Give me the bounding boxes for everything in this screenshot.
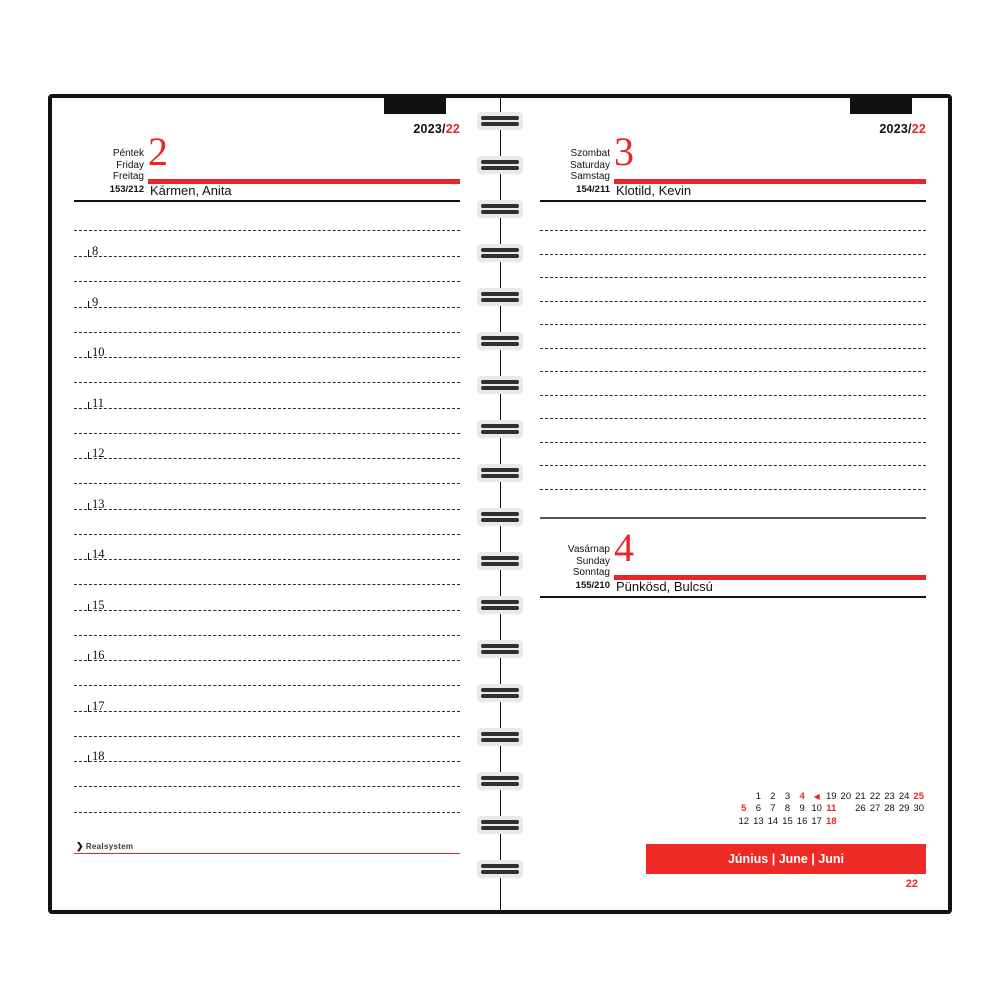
sunday-name-hu: Vasárnap	[567, 544, 610, 555]
corner-tab-left	[384, 98, 446, 114]
writing-line[interactable]	[74, 382, 460, 383]
hour-tick	[88, 755, 89, 762]
writing-line[interactable]	[74, 433, 460, 434]
hour-label: 13	[92, 496, 105, 511]
writing-line[interactable]	[74, 357, 460, 358]
mini-month-day[interactable]: 28	[884, 803, 895, 814]
spiral-ring	[477, 244, 523, 262]
mini-month-day[interactable]: 6	[755, 803, 761, 814]
week-number-left: 22	[445, 122, 460, 136]
mini-month-calendar[interactable]	[706, 791, 926, 829]
spiral-ring	[477, 332, 523, 350]
writing-line[interactable]	[74, 307, 460, 308]
friday-name-de: Freitag	[112, 171, 144, 182]
spiral-ring	[477, 772, 523, 790]
hour-label: 9	[92, 294, 99, 309]
spiral-binding	[489, 94, 511, 914]
spiral-ring	[477, 684, 523, 702]
brand-logo	[76, 841, 133, 852]
mini-month-day[interactable]: 29	[898, 803, 910, 814]
year-label-left	[413, 122, 460, 136]
hour-tick	[88, 402, 89, 409]
mini-month-day	[897, 816, 912, 829]
saturday-writing-lines[interactable]	[540, 230, 926, 510]
saturday-daynames	[540, 148, 610, 195]
week-number-right: 22	[911, 122, 926, 136]
writing-line[interactable]	[74, 509, 460, 510]
spiral-ring	[477, 112, 523, 130]
brand-rule	[74, 853, 460, 855]
mini-month-day[interactable]: 13	[753, 815, 764, 827]
hour-label: 10	[92, 345, 105, 359]
saturday-name-en: Saturday	[569, 159, 610, 171]
hour-tick	[88, 604, 89, 611]
saturday-name-de: Samstag	[570, 171, 610, 182]
mini-month-day[interactable]: 16	[796, 815, 808, 827]
hour-label: 15	[92, 597, 105, 612]
saturday-header-rule	[540, 200, 926, 202]
mini-month-day[interactable]: 17	[811, 815, 822, 827]
mini-month-day	[839, 803, 854, 816]
hour-tick	[88, 351, 89, 358]
mini-month-day[interactable]: 18	[825, 815, 837, 827]
mini-month-day[interactable]: 4	[799, 790, 805, 802]
hour-label: 16	[92, 648, 105, 662]
writing-line[interactable]	[540, 324, 926, 325]
mini-month-row	[736, 816, 926, 829]
friday-namedays: Kármen, Anita	[150, 183, 232, 198]
year-text-left: 2023/	[413, 122, 446, 136]
writing-line[interactable]	[74, 660, 460, 661]
writing-line[interactable]	[540, 395, 926, 396]
writing-line[interactable]	[540, 489, 926, 490]
mini-month-row	[736, 803, 926, 816]
sunday-date-number: 4	[614, 525, 634, 570]
spiral-ring	[477, 200, 523, 218]
spiral-ring	[477, 156, 523, 174]
sunday-day-of-year: 155/210	[575, 579, 610, 591]
mini-month-day[interactable]: 11	[826, 803, 837, 814]
spiral-ring	[477, 464, 523, 482]
writing-line[interactable]	[540, 277, 926, 278]
writing-line[interactable]	[74, 812, 460, 813]
mini-month-day[interactable]: 9	[799, 803, 805, 814]
spiral-ring	[477, 552, 523, 570]
hour-tick	[88, 503, 89, 510]
hour-label: 8	[92, 244, 99, 258]
mini-month-day[interactable]: 22	[869, 790, 881, 802]
brand-name: Realsystem	[85, 842, 134, 851]
mini-month-day	[882, 816, 897, 829]
mini-month-day[interactable]: 27	[869, 803, 881, 814]
year-label-right	[879, 122, 926, 136]
friday-name-en: Friday	[116, 159, 144, 171]
mini-month-day[interactable]: 5	[741, 803, 747, 814]
writing-line[interactable]	[540, 465, 926, 466]
hour-tick	[88, 553, 89, 560]
friday-name-hu: Péntek	[112, 148, 144, 159]
spiral-ring	[477, 288, 523, 306]
spiral-ring	[477, 640, 523, 658]
hour-tick	[88, 452, 89, 459]
mini-month-day[interactable]: 19	[825, 790, 837, 802]
writing-line[interactable]	[540, 301, 926, 302]
friday-day-of-year: 153/212	[109, 183, 144, 195]
mini-month-day[interactable]: 25	[913, 790, 924, 802]
writing-line[interactable]	[540, 254, 926, 255]
writing-line[interactable]	[74, 458, 460, 459]
mini-month-table	[736, 791, 926, 829]
writing-line[interactable]	[74, 584, 460, 585]
month-banner-label: Június | June | Juni	[727, 852, 845, 866]
sunday-name-de: Sonntag	[572, 567, 610, 578]
mini-month-day[interactable]: 8	[784, 803, 791, 814]
hour-label: 17	[92, 698, 105, 713]
writing-line[interactable]	[540, 348, 926, 349]
sunday-daynames	[540, 544, 610, 591]
hour-tick	[88, 301, 89, 308]
mini-month-day	[868, 816, 883, 829]
sunday-namedays: Pünkösd, Bulcsú	[616, 579, 713, 594]
mini-month-day[interactable]: 26	[855, 803, 866, 814]
writing-line[interactable]	[74, 635, 460, 636]
sunday-name-en: Sunday	[576, 555, 610, 567]
mini-month-day	[853, 816, 868, 829]
writing-line[interactable]	[540, 442, 926, 443]
writing-line[interactable]	[74, 230, 460, 231]
writing-line[interactable]	[74, 761, 460, 762]
left-page	[52, 98, 482, 910]
friday-daynames	[74, 148, 144, 195]
chevron-right-icon: ❯	[76, 841, 84, 851]
spiral-ring	[477, 816, 523, 834]
saturday-namedays: Klotild, Kevin	[616, 183, 692, 198]
writing-line[interactable]	[74, 559, 460, 560]
mini-month-day[interactable]: 12	[738, 815, 750, 827]
hour-label: 18	[92, 749, 105, 763]
hour-tick	[88, 654, 89, 661]
saturday-name-hu: Szombat	[570, 148, 610, 159]
writing-line[interactable]	[74, 483, 460, 484]
mini-month-day[interactable]: 2	[770, 790, 776, 802]
friday-header-rule	[74, 200, 460, 202]
writing-line[interactable]	[540, 230, 926, 231]
writing-line[interactable]	[74, 786, 460, 787]
writing-line[interactable]	[74, 408, 460, 409]
mini-month-day[interactable]: 23	[884, 790, 895, 802]
year-text-right: 2023/	[879, 122, 912, 136]
writing-line[interactable]	[74, 256, 460, 257]
mini-month-day[interactable]: 24	[898, 790, 910, 802]
mini-month-day	[911, 816, 926, 829]
sunday-header-rule	[540, 596, 926, 598]
mini-month-day	[736, 791, 751, 804]
writing-line[interactable]	[74, 332, 460, 333]
mini-month-day	[839, 816, 854, 829]
saturday-day-of-year: 154/211	[576, 183, 610, 195]
left-arrow-icon[interactable]: ◀	[813, 791, 820, 801]
mini-month-row	[736, 791, 926, 804]
writing-line[interactable]	[540, 418, 926, 419]
writing-line[interactable]	[74, 685, 460, 686]
mini-month-day[interactable]: 30	[913, 803, 924, 814]
mini-month-day[interactable]: 10	[811, 803, 822, 814]
friday-date-number: 2	[148, 129, 168, 174]
writing-line[interactable]	[74, 736, 460, 737]
writing-line[interactable]	[540, 371, 926, 372]
hour-tick	[88, 705, 89, 712]
month-banner	[646, 844, 926, 890]
writing-line[interactable]	[74, 610, 460, 611]
saturday-date-number: 3	[614, 129, 634, 174]
writing-line[interactable]	[74, 534, 460, 535]
hour-tick	[88, 250, 89, 257]
mini-month-day[interactable]: 3	[784, 790, 791, 802]
spiral-ring	[477, 420, 523, 438]
saturday-sunday-separator	[540, 517, 926, 519]
mini-month-day[interactable]: 1	[755, 790, 761, 802]
mini-month-day[interactable]: 14	[767, 815, 779, 827]
spiral-ring	[477, 728, 523, 746]
spiral-ring	[477, 860, 523, 878]
writing-line[interactable]	[74, 281, 460, 282]
hour-label: 14	[92, 547, 105, 561]
writing-line[interactable]	[74, 711, 460, 712]
hour-label: 12	[92, 446, 105, 460]
hour-label: 11	[92, 395, 105, 410]
spiral-ring	[477, 596, 523, 614]
mini-month-day[interactable]: 20	[840, 790, 852, 802]
mini-month-day[interactable]: 21	[855, 790, 866, 802]
mini-month-day[interactable]: 7	[770, 803, 776, 814]
corner-tab-right	[850, 98, 912, 114]
friday-writing-lines[interactable]	[74, 230, 460, 850]
sunday-header	[540, 525, 926, 604]
mini-month-day[interactable]: 15	[782, 815, 793, 827]
spiral-ring	[477, 376, 523, 394]
footer-week-number: 22	[905, 878, 918, 890]
right-page	[518, 98, 948, 910]
spiral-ring	[477, 508, 523, 526]
